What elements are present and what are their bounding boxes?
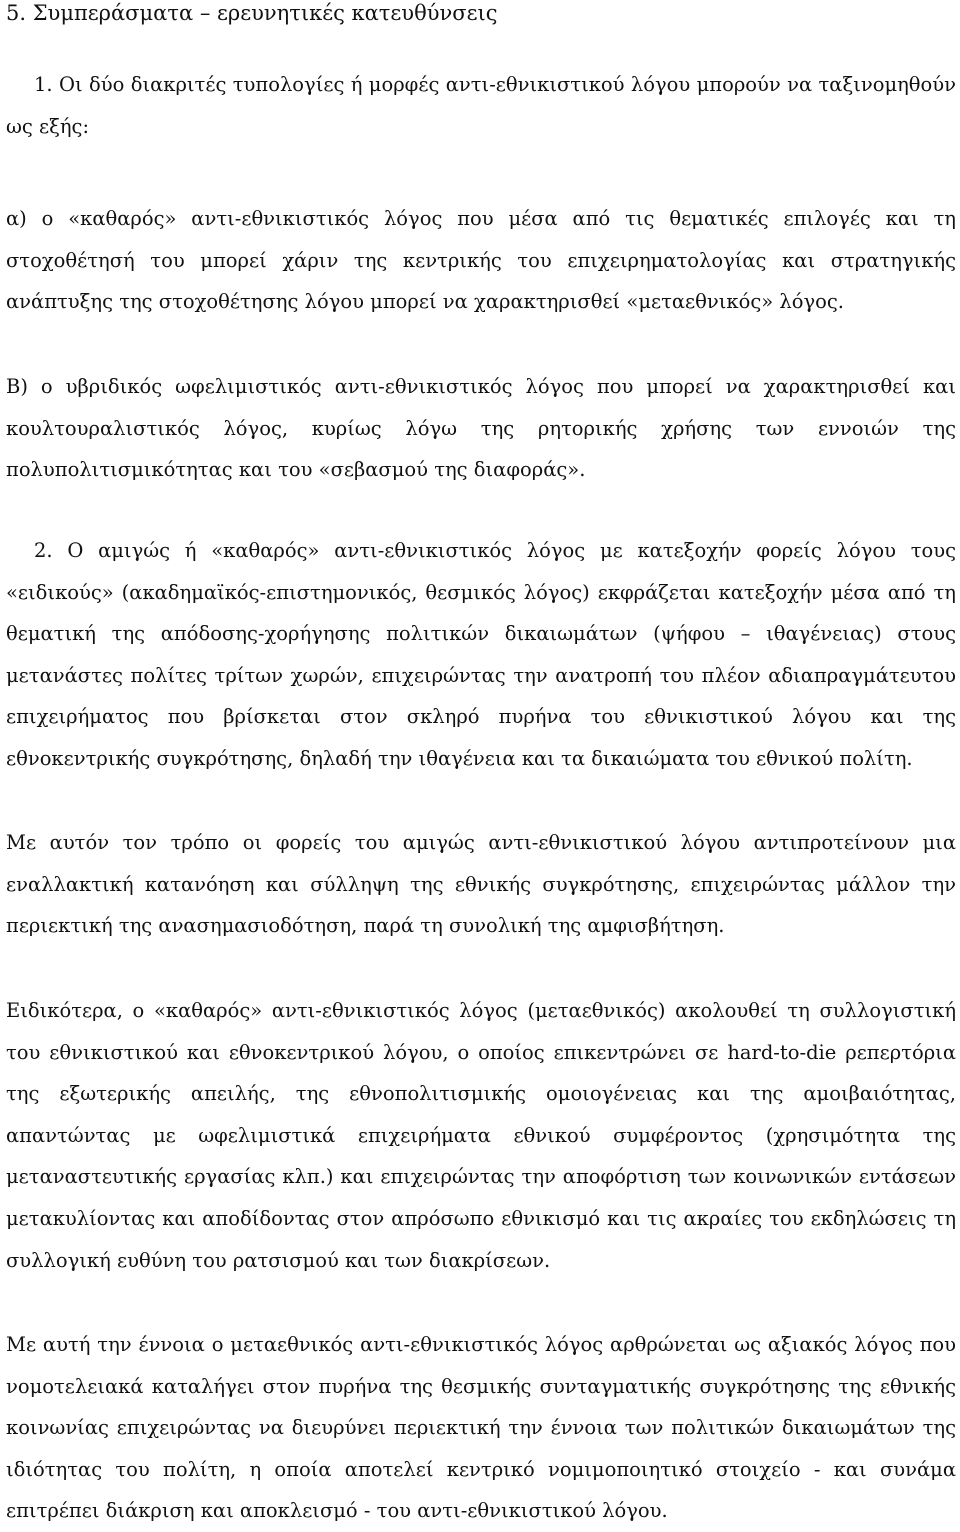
paragraph-4: Με αυτόν τον τρόπο οι φορείς του αμιγώς αντι-εθνικιστικού λόγου αντιπροτείνουν μια εναλλακτική κατανόηση και σύλληψη της εθνικής συγκρότησης, επιχειρώντας μάλλον την περιεκτική της ανασημασιοδότηση, παρά τη συνολική της αμφισβήτηση. (6, 831, 956, 938)
paragraph-1: 1. Οι δύο διακριτές τυπολογίες ή μορφές αντι-εθνικιστικού λόγου μπορούν να ταξινομηθούν ως εξής: (6, 73, 956, 138)
section-heading: 5. Συμπεράσματα – ερευνητικές κατευθύνσεις (6, 1, 498, 25)
paragraph-3: 2. Ο αμιγώς ή «καθαρός» αντι-εθνικιστικός λόγος με κατεξοχήν φορείς λόγου τους «ειδικούς» (ακαδημαϊκός-επιστημονικός, θεσμικός λόγος) εκφράζεται κατεξοχήν μέσα από τη θεματική της απόδοσης-χορήγησης πολιτικών δικαιωμάτων (ψήφου – ιθαγένειας) στους μετανάστες πολίτες τρίτων χωρών, επιχειρώντας την ανατροπή του πλέον αδιαπραγμάτευτου επιχειρήματος που βρίσκεται στον σκληρό πυρήνα του εθνικιστικού λόγου και της εθνοκεντρικής συγκρότησης, δηλαδή την ιθαγένεια και τα δικαιώματα του εθνικού πολίτη. (6, 539, 956, 770)
paragraph-6: Με αυτή την έννοια ο μεταεθνικός αντι-εθνικιστικός λόγος αρθρώνεται ως αξιακός λόγος που νομοτελειακά καταλήγει στον πυρήνα της θεσμικής συνταγματικής συγκρότησης της εθνικής κοινωνίας επιχειρώντας να διευρύνει περιεκτική την έννοια των πολιτικών δικαιωμάτων της ιδιότητας του πολίτη, η οποία αποτελεί κεντρικό νομιμοποιητικό στοιχείο - και συνάμα επιτρέπει διάκριση και αποκλεισμό - του αντι-εθνικιστικού λόγου. (6, 1333, 956, 1523)
paragraph-2b: Β) ο υβριδικός ωφελιμιστικός αντι-εθνικιστικός λόγος που μπορεί να χαρακτηρισθεί και κουλτουραλιστικός λόγος, κυρίως λόγω της ρητορικής χρήσης των εννοιών της πολυπολιτισμικότητας και του «σεβασμού της διαφοράς». (6, 375, 956, 482)
paragraph-2a: α) ο «καθαρός» αντι-εθνικιστικός λόγος που μέσα από τις θεματικές επιλογές και τη στοχοθέτησή του μπορεί χάριν της κεντρικής του επιχειρηματολογίας και στρατηγικής ανάπτυξης της στοχοθέτησης λόγου μπορεί να χαρακτηρισθεί «μεταεθνικός» λόγος. (6, 207, 956, 314)
paragraph-5: Ειδικότερα, ο «καθαρός» αντι-εθνικιστικός λόγος (μεταεθνικός) ακολουθεί τη συλλογιστική του εθνικιστικού και εθνοκεντρικού λόγου, ο οποίος επικεντρώνει σε hard-to-die ρεπερτόρια της εξωτερικής απειλής, της εθνοπολιτισμικής ομοιογένειας και της αμοιβαιότητας, απαντώντας με ωφελιμιστικά επιχειρήματα εθνικού συμφέροντος (χρησιμότητα της μεταναστευτικής εργασίας κλπ.) και επιχειρώντας την αποφόρτιση των κοινωνικών εντάσεων μετακυλίοντας και αποδίδοντας στον απρόσωπο εθνικισμό και τις ακραίες του εκδηλώσεις τη συλλογική ευθύνη του ρατσισμού και των διακρίσεων. (6, 999, 956, 1272)
